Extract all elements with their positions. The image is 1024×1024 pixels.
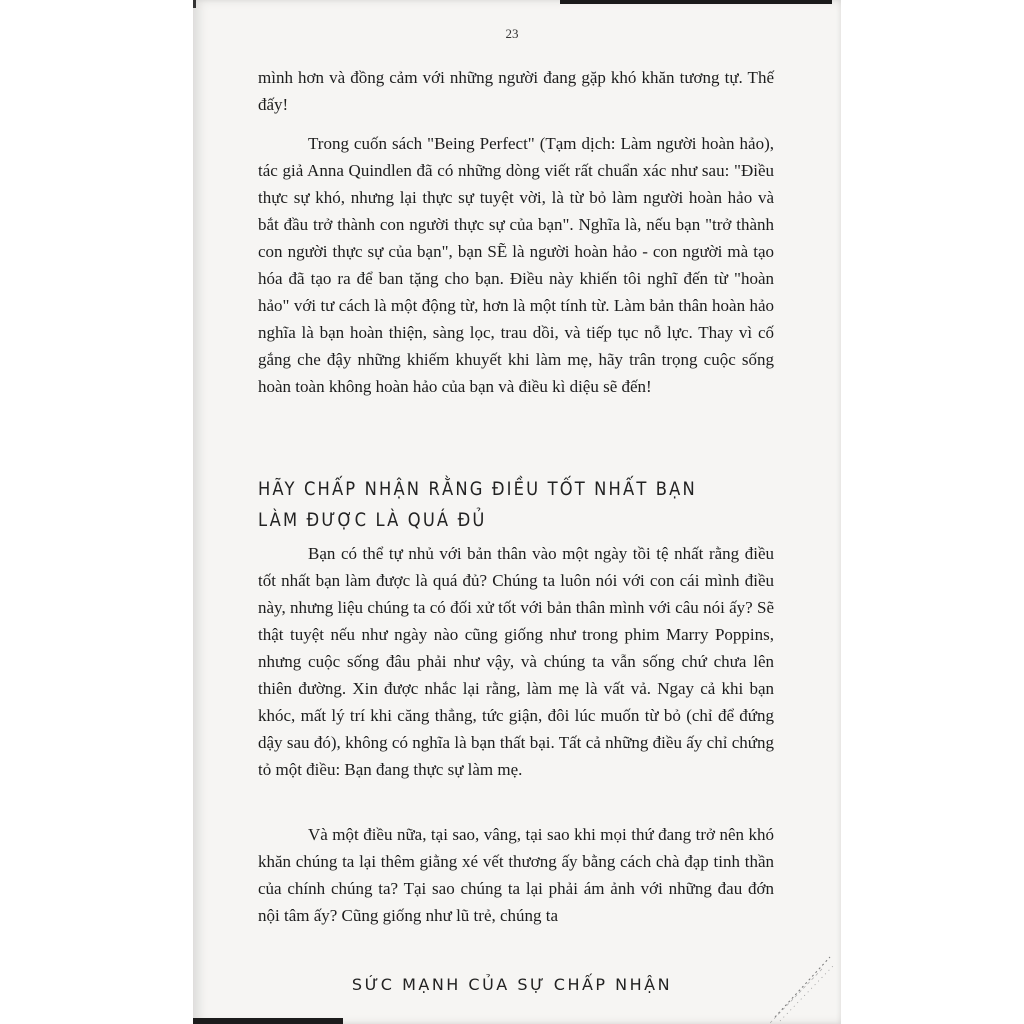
corner-scratch-marks (770, 945, 840, 1024)
page-number: 23 (505, 26, 519, 41)
paragraph-one-more-thing: Và một điều nữa, tại sao, vâng, tại sao khi mọi thứ đang trở nên khó khăn chúng ta lại thêm giằng xé vết thương ấy bằng cách chà đạp tinh thần của chính chúng ta? Tại sao chúng ta lại phải ám ảnh với những đau đớn nội tâm ấy? Cũng giống như lũ trẻ, chúng ta (258, 825, 774, 925)
bottom-left-edge-shadow (193, 1018, 343, 1024)
section-heading: HÃY CHẤP NHẬN RẰNG ĐIỀU TỐT NHẤT BẠN LÀM ĐƯỢC LÀ QUÁ ĐỦ (258, 478, 697, 531)
paragraph-being-perfect: Trong cuốn sách "Being Perfect" (Tạm dịch: Làm người hoàn hảo), tác giả Anna Quindlen đã có những dòng viết rất chuẩn xác như sau: "Điều thực sự khó, nhưng lại thực sự tuyệt vời, là từ bỏ làm người hoàn hảo và bắt đầu trở thành con người thực sự của bạn". Nghĩa là, nếu bạn "trở thành con người thực sự của bạn", bạn SẼ là người hoàn hảo - con người mà tạo hóa đã tạo ra để ban tặng cho bạn. Điều này khiến tôi nghĩ đến từ "hoàn hảo" với tư cách là một động từ, hơn là một tính từ. Làm bản thân hoàn hảo nghĩa là bạn hoàn thiện, sàng lọc, trau dồi, và tiếp tục nỗ lực. Thay vì cố gắng che đậy những khiếm khuyết khi làm mẹ, hãy trân trọng cuộc sống hoàn toàn không hoàn hảo của bạn và điều kì diệu sẽ đến! (258, 134, 774, 396)
running-footer-title: SỨC MẠNH CỦA SỰ CHẤP NHẬN (351, 975, 673, 994)
top-edge-shadow (560, 0, 832, 4)
paragraph-best-is-enough: Bạn có thể tự nhủ với bản thân vào một ngày tồi tệ nhất rằng điều tốt nhất bạn làm được là quá đủ? Chúng ta luôn nói với con cái mình điều này, nhưng liệu chúng ta có đối xử tốt với bản thân mình với câu nói ấy? Sẽ thật tuyệt nếu như ngày nào cũng giống như trong phim Marry Poppins, nhưng cuộc sống đâu phải như vậy, và chúng ta vẫn sống chứ chưa lên thiên đường. Xin được nhắc lại rằng, làm mẹ là vất vả. Ngay cả khi bạn khóc, mất lý trí khi căng thẳng, tức giận, đôi lúc muốn từ bỏ (chỉ để đứng dậy sau đó), không có nghĩa là bạn thất bại. Tất cả những điều ấy chỉ chứng tỏ một điều: Bạn đang thực sự làm mẹ. (258, 544, 774, 779)
top-left-edge-mark (193, 0, 196, 8)
paragraph-continued: mình hơn và đồng cảm với những người đang gặp khó khăn tương tự. Thế đấy! (258, 68, 774, 114)
